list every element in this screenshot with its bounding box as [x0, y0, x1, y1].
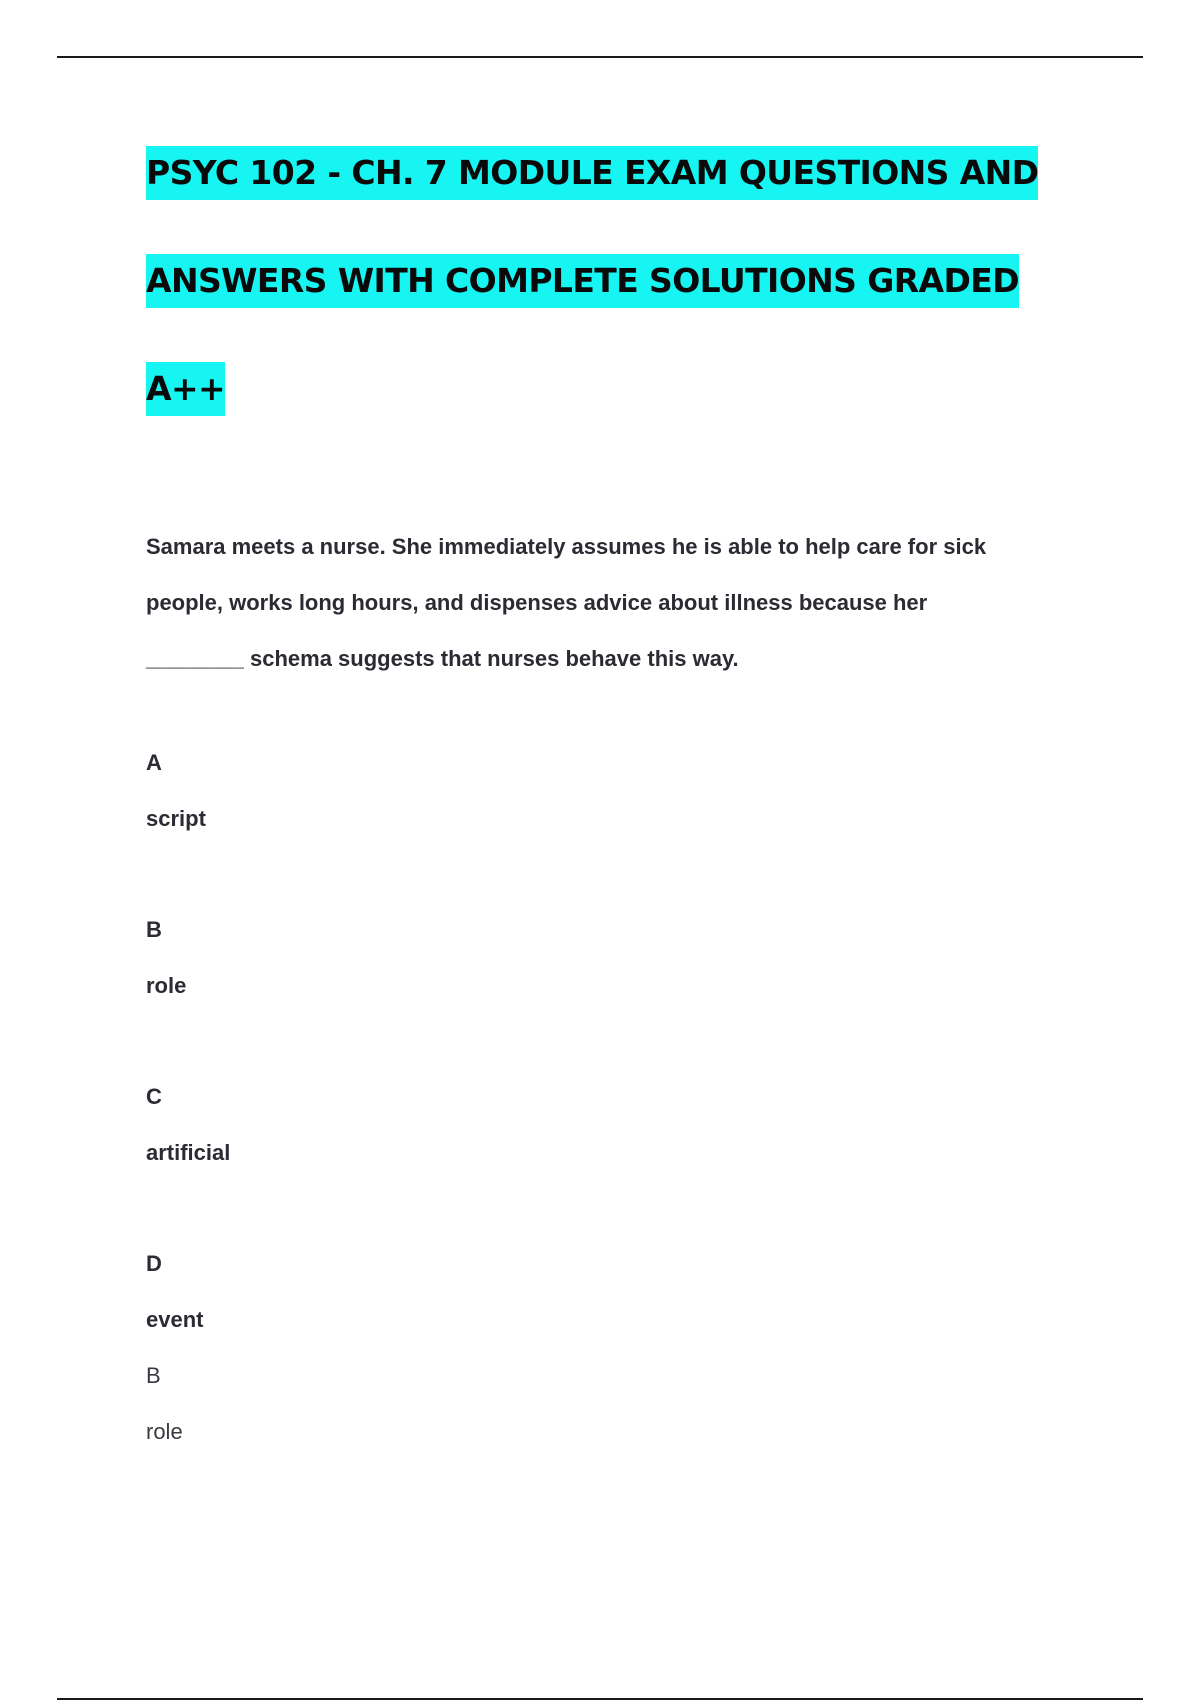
option-b-letter: B — [146, 917, 162, 942]
question-line-2: people, works long hours, and dispenses advice about illness because her — [146, 590, 928, 615]
answer-text: role — [146, 1419, 183, 1444]
question-text — [146, 519, 1086, 687]
option-c-letter: C — [146, 1084, 162, 1109]
option-a-text: script — [146, 806, 206, 831]
option-b-text: role — [146, 973, 187, 998]
question-line-1: Samara meets a nurse. She immediately assumes he is able to help care for sick — [146, 534, 987, 559]
question-line-3: ________ schema suggests that nurses behave this way. — [146, 646, 739, 671]
title-line-3: A++ — [146, 362, 225, 416]
option-c-text: artificial — [146, 1140, 231, 1165]
answer-letter: B — [146, 1363, 161, 1388]
option-d-letter: D — [146, 1251, 162, 1276]
option-d-text: event — [146, 1307, 204, 1332]
title-line-1: PSYC 102 - CH. 7 MODULE EXAM QUESTIONS AND — [146, 146, 1038, 200]
option-a-letter: A — [146, 750, 162, 775]
title-line-2: ANSWERS WITH COMPLETE SOLUTIONS GRADED — [146, 254, 1019, 308]
top-rule — [57, 56, 1143, 58]
